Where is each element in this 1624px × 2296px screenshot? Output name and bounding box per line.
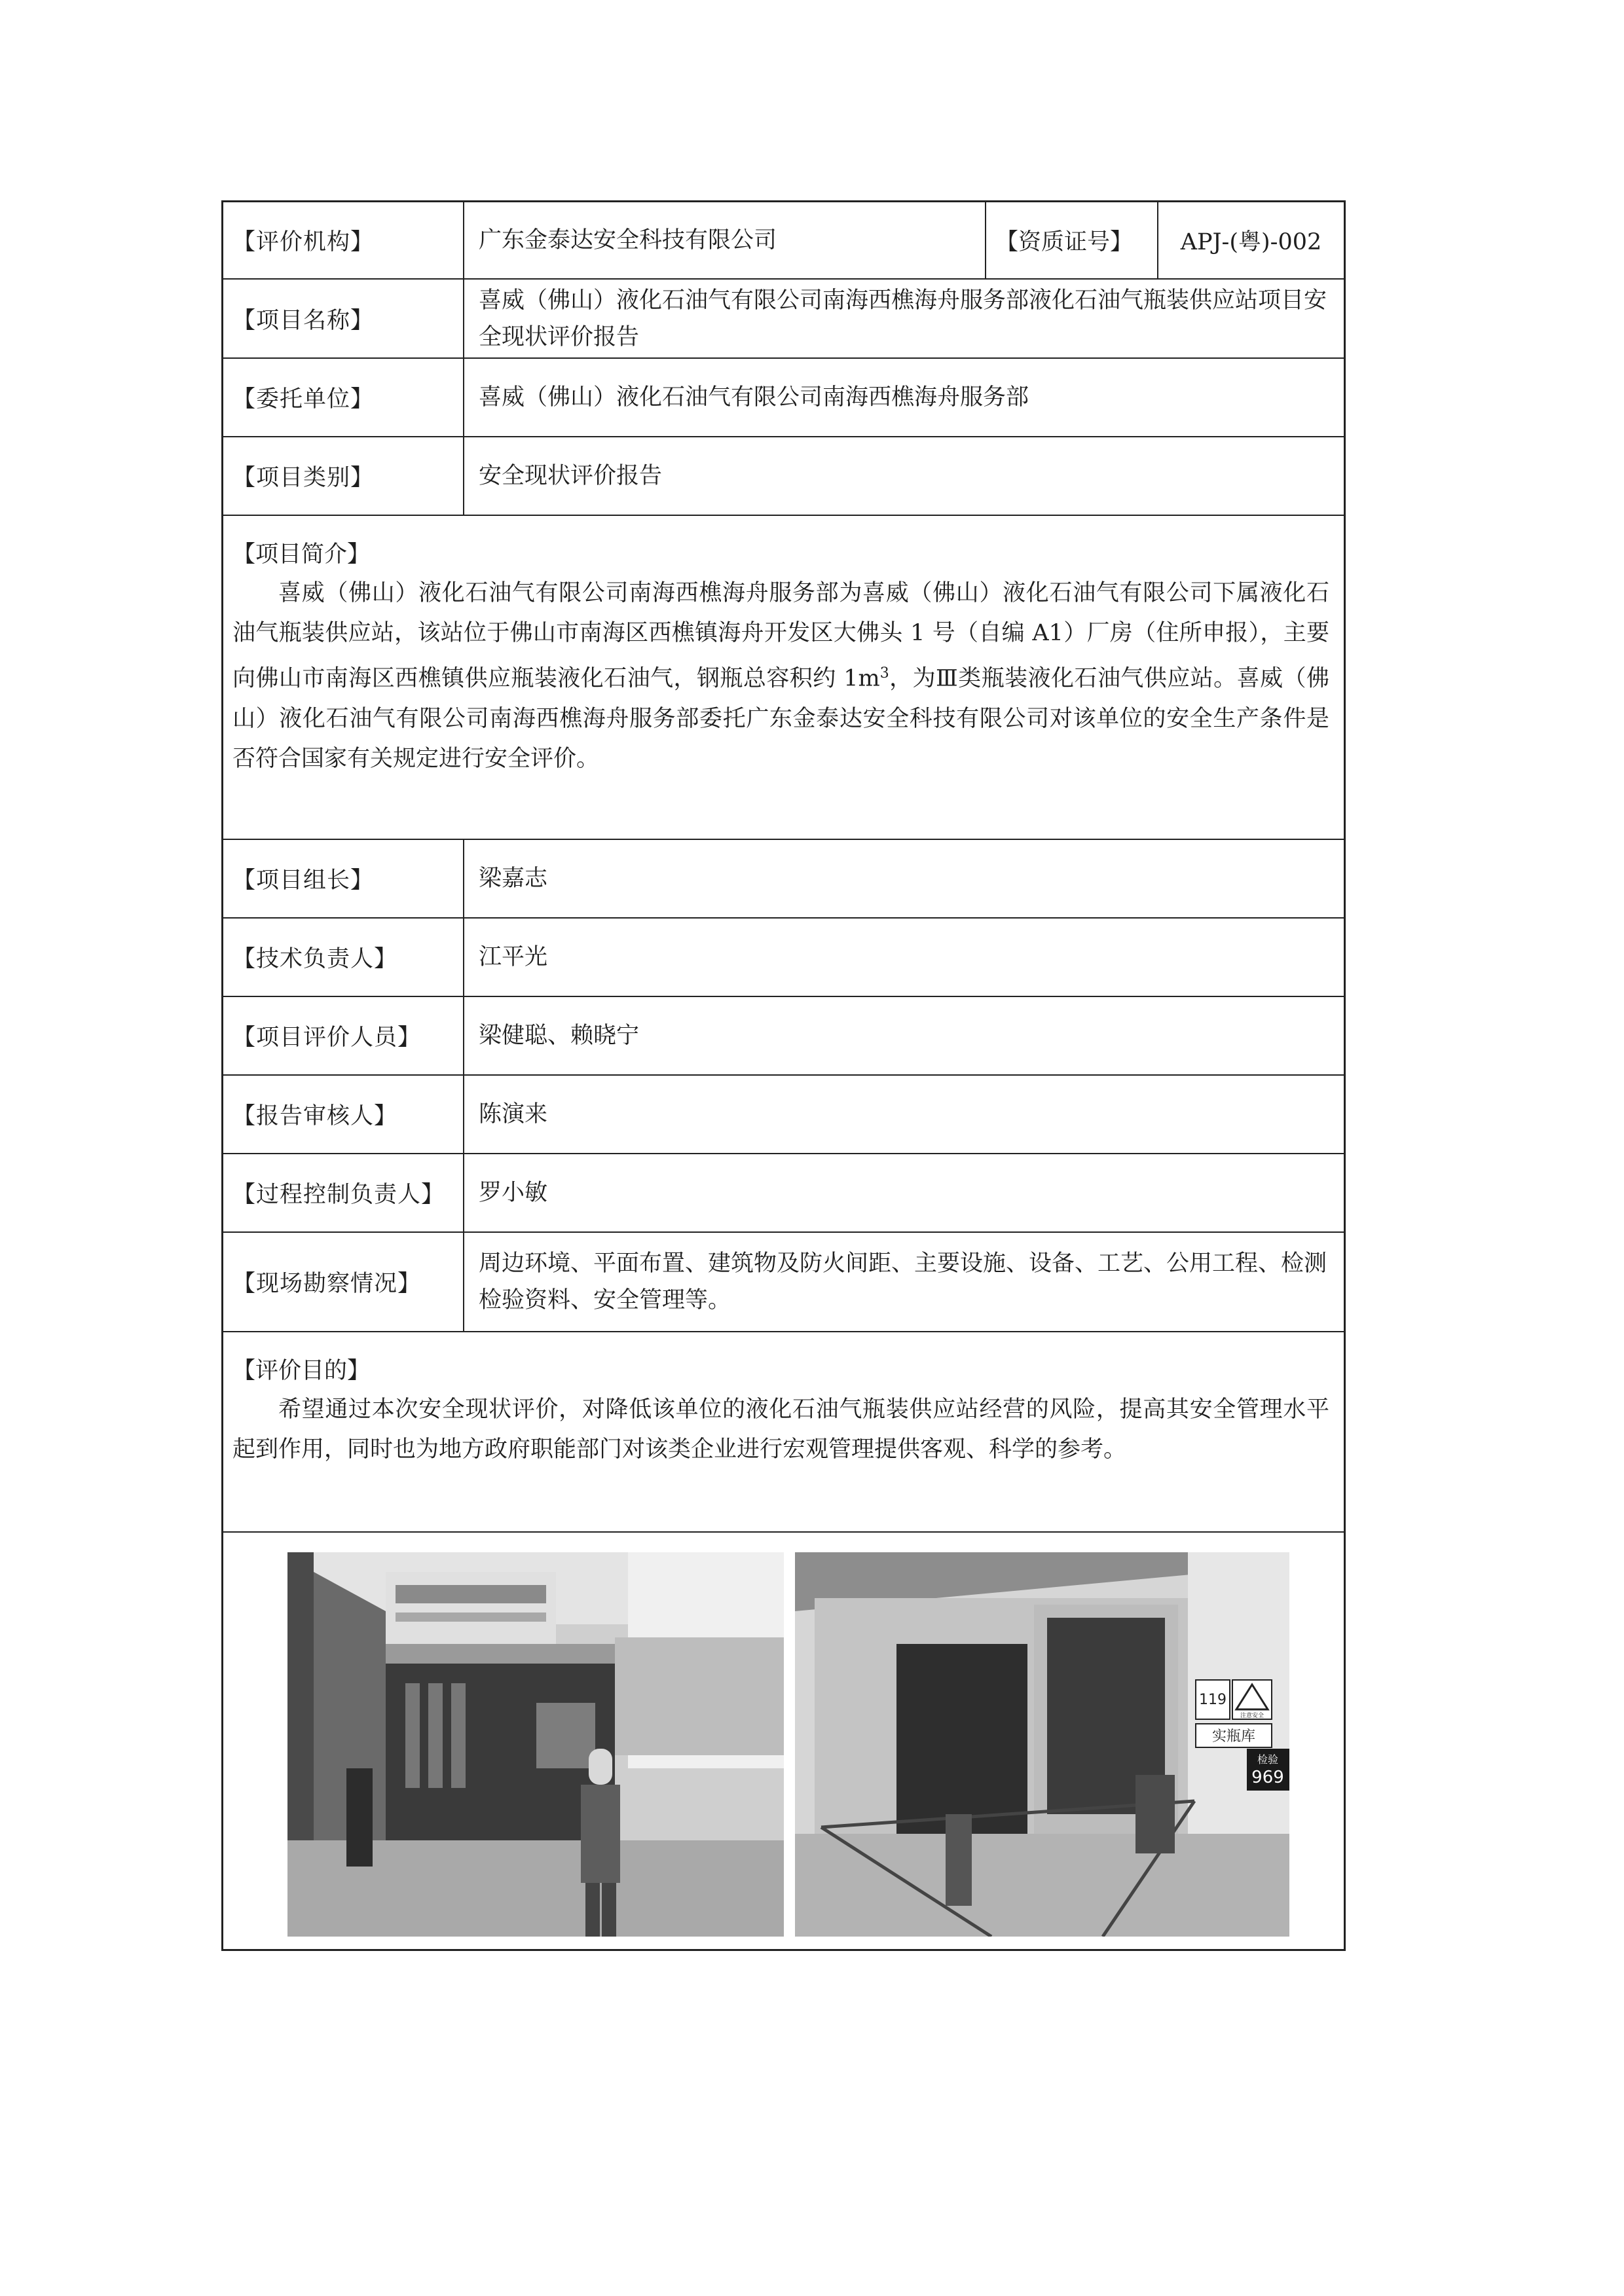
- intro-block: [223, 516, 1344, 839]
- project-type-label: 【项目类别】: [223, 437, 464, 515]
- client-value: 喜威（佛山）液化石油气有限公司南海西樵海舟服务部: [479, 384, 1029, 410]
- site-photo-entrance: [287, 1552, 784, 1937]
- row-org: [223, 202, 1344, 280]
- row-leader: [223, 840, 1344, 919]
- row-intro: [223, 516, 1344, 840]
- cert-value: APJ-(粤)-002: [1180, 229, 1322, 255]
- process-control-label: 【过程控制负责人】: [223, 1154, 464, 1231]
- intro-text-superscript: 3: [879, 665, 889, 682]
- row-process-control: [223, 1154, 1344, 1233]
- sign-full-cylinder-store: 实瓶库: [1211, 1728, 1256, 1745]
- intro-label: 【项目简介】: [232, 541, 371, 568]
- row-tech-lead: [223, 919, 1344, 997]
- project-type-value: 安全现状评价报告: [479, 463, 663, 489]
- row-site-survey: [223, 1233, 1344, 1332]
- site-survey-label: 【现场勘察情况】: [223, 1233, 464, 1331]
- row-photos: [223, 1533, 1344, 1949]
- cert-label: 【资质证号】: [985, 202, 1158, 278]
- tech-lead-value: 江平光: [479, 944, 548, 970]
- reviewer-value: 陈演来: [479, 1101, 548, 1127]
- tech-lead-label: 【技术负责人】: [223, 919, 464, 996]
- project-name-value: 喜威（佛山）液化石油气有限公司南海西樵海舟服务部液化石油气瓶装供应站项目安全现状评价报告: [479, 287, 1327, 350]
- org-label: 【评价机构】: [223, 202, 464, 278]
- process-control-value: 罗小敏: [479, 1180, 548, 1206]
- intro-text: [232, 574, 1335, 779]
- row-project-name: [223, 280, 1344, 359]
- reviewer-label: 【报告审核人】: [223, 1076, 464, 1153]
- evaluation-info-table: [221, 200, 1346, 1951]
- row-client: [223, 359, 1344, 437]
- leader-value: 梁嘉志: [479, 866, 548, 892]
- intro-text-part1: 喜威（佛山）液化石油气有限公司南海西樵海舟服务部为喜威（佛山）液化石油气有限公司下属液化石油气瓶装供应站，该站位于佛山市南海区西樵镇海舟开发区大佛头 1 号（自编 A1）厂房（住所申报），主要向佛山市南海区西樵镇供应瓶装液化石油气，钢瓶总容积约 1m: [232, 580, 1329, 692]
- sign-number: 969: [1251, 1768, 1284, 1787]
- site-photo-cylinder-storage: [795, 1552, 1289, 1937]
- row-purpose: [223, 1332, 1344, 1533]
- intro-text-part2: ，为Ⅲ类瓶装液化石油气供应站。喜威（佛山）液化石油气有限公司南海西樵海舟服务部委托广东金泰达安全科技有限公司对该单位的安全生产条件是否符合国家有关规定进行安全评价。: [232, 665, 1329, 772]
- sign-warning: 注意安全: [1240, 1713, 1264, 1719]
- row-project-type: [223, 437, 1344, 516]
- purpose-block: [223, 1332, 1344, 1531]
- leader-label: 【项目组长】: [223, 840, 464, 917]
- project-name-label: 【项目名称】: [223, 280, 464, 357]
- purpose-text: 希望通过本次安全现状评价，对降低该单位的液化石油气瓶装供应站经营的风险，提高其安全管理水平起到作用，同时也为地方政府职能部门对该类企业进行宏观管理提供客观、科学的参考。: [232, 1396, 1329, 1463]
- site-survey-value: 周边环境、平面布置、建筑物及防火间距、主要设施、设备、工艺、公用工程、检测检验资料、安全管理等。: [479, 1250, 1327, 1313]
- staff-value: 梁健聪、赖晓宁: [479, 1023, 640, 1049]
- purpose-label: 【评价目的】: [232, 1358, 371, 1384]
- sign-119: 119: [1199, 1692, 1227, 1708]
- client-label: 【委托单位】: [223, 359, 464, 436]
- org-value: 广东金泰达安全科技有限公司: [479, 227, 777, 253]
- row-reviewer: [223, 1076, 1344, 1154]
- sign-inspection: 检验: [1257, 1753, 1279, 1766]
- staff-label: 【项目评价人员】: [223, 997, 464, 1074]
- row-staff: [223, 997, 1344, 1076]
